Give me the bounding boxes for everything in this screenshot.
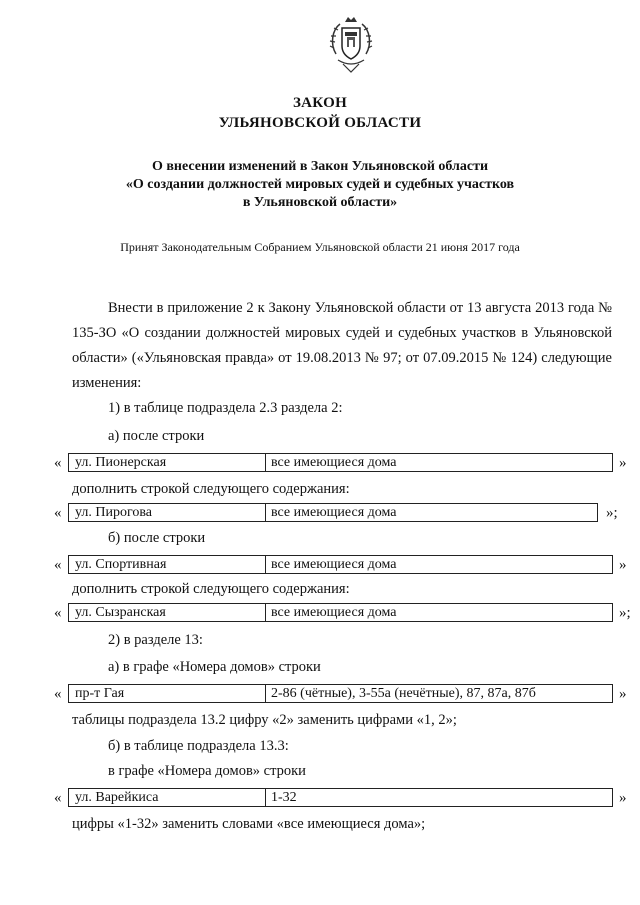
item-2a: а) в графе «Номера домов» строки — [108, 659, 321, 675]
houses-cell: все имеющиеся дома — [271, 605, 397, 620]
law-subtitle-line1: О внесении изменений в Закон Ульяновской области — [151, 159, 489, 174]
table-row — [68, 453, 613, 472]
street-cell: пр-т Гая — [69, 685, 266, 702]
street-cell: ул. Варейкиса — [69, 789, 266, 806]
law-subtitle-line2: «О создании должностей мировых судей и судебных участков — [125, 177, 515, 192]
adoption-note: Принят Законодательным Собранием Ульяновской области 21 июня 2017 года — [120, 240, 520, 254]
open-quote: « — [54, 505, 62, 521]
intro-text: Внести в приложение 2 к Закону Ульяновской области от 13 августа 2013 года № 135-ЗО «О создании должностей мировых судей и судебных участков в Ульяновской области» («Ульяновская правда» от 19.08.2013 № 97; от 07.09.2015 № 124) следующие изменения: — [72, 300, 612, 391]
intro-paragraph — [72, 296, 612, 396]
add-row-instruction: дополнить строкой следующего содержания: — [72, 481, 350, 497]
close-quote: » — [619, 455, 627, 471]
street-cell: ул. Пирогова — [69, 504, 266, 521]
street-cell: ул. Пионерская — [69, 454, 266, 471]
houses-cell: 1-32 — [271, 790, 297, 805]
houses-cell: все имеющиеся дома — [271, 455, 397, 470]
houses-cell: 2-86 (чётные), 3-55а (нечётные), 87, 87а, 87б — [271, 686, 536, 701]
houses-cell: все имеющиеся дома — [271, 557, 397, 572]
law-title-region: УЛЬЯНОВСКОЙ ОБЛАСТИ — [218, 115, 422, 131]
open-quote: « — [54, 455, 62, 471]
item-2b: б) в таблице подраздела 13.3: — [108, 738, 289, 754]
item-2b-column: в графе «Номера домов» строки — [108, 763, 306, 779]
table-row — [68, 555, 613, 574]
open-quote: « — [54, 790, 62, 806]
item-1b: б) после строки — [108, 530, 206, 546]
open-quote: « — [54, 686, 62, 702]
coat-of-arms-icon — [326, 14, 376, 76]
law-subtitle-line3: в Ульяновской области» — [242, 195, 398, 210]
street-cell: ул. Сызранская — [69, 604, 266, 621]
houses-cell: все имеющиеся дома — [271, 505, 397, 520]
open-quote: « — [54, 557, 62, 573]
close-quote: » — [619, 790, 627, 806]
replace-instruction: цифры «1-32» заменить словами «все имеющиеся дома»; — [72, 816, 426, 832]
add-row-instruction: дополнить строкой следующего содержания: — [72, 581, 350, 597]
item-1a: а) после строки — [108, 428, 205, 444]
table-row — [68, 684, 613, 703]
street-cell: ул. Спортивная — [69, 556, 266, 573]
close-quote: »; — [606, 505, 618, 521]
replace-instruction: таблицы подраздела 13.2 цифру «2» заменить цифрами «1, 2»; — [72, 712, 457, 728]
close-quote: » — [619, 557, 627, 573]
item-1: 1) в таблице подраздела 2.3 раздела 2: — [108, 400, 343, 416]
law-title: ЗАКОН — [292, 95, 348, 111]
close-quote: » — [619, 686, 627, 702]
item-2: 2) в разделе 13: — [108, 632, 203, 648]
table-row — [68, 788, 613, 807]
close-quote: »; — [619, 605, 631, 621]
open-quote: « — [54, 605, 62, 621]
table-row — [68, 603, 613, 622]
table-row — [68, 503, 598, 522]
